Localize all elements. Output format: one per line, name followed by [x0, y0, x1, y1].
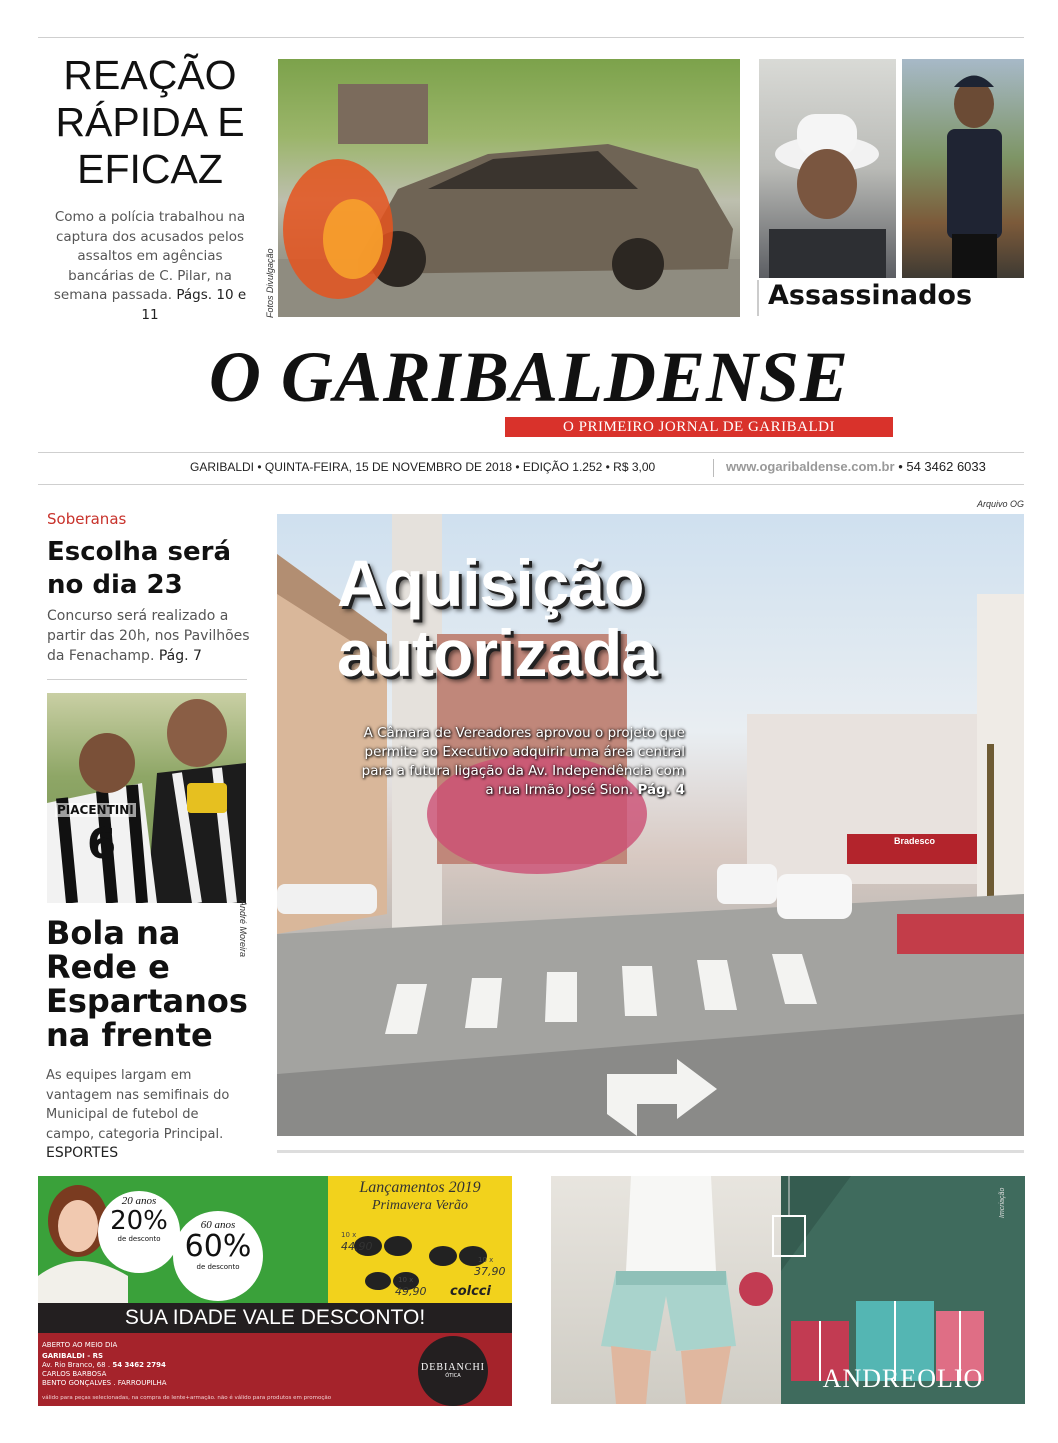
victim-photo-1-illustration — [759, 59, 896, 278]
badge-60-bottom: de desconto — [196, 1263, 240, 1271]
ads-divider — [277, 1150, 1024, 1153]
football-photo-credit-text: André Moreira — [238, 900, 248, 958]
ad-banner: SUA IDADE VALE DESCONTO! — [38, 1303, 512, 1333]
price1-small: 10 x — [341, 1231, 357, 1239]
victim-photo-2[interactable] — [902, 59, 1024, 278]
store-branch-1: CARLOS BARBOSA — [42, 1370, 107, 1378]
store-address: Av. Rio Branco, 68 — [42, 1361, 106, 1369]
story2-headline-line: na frente — [46, 1016, 213, 1054]
victim-photo-1[interactable] — [759, 59, 896, 278]
story2-summary: As equipes largam em vantagem nas semifinais do Municipal de futebol de campo, categoria Principal. — [46, 1068, 230, 1142]
main-summary-block — [355, 724, 685, 800]
store-logo-text: DEBIANCHI — [421, 1362, 485, 1373]
story2-headline-line: Rede e — [46, 948, 170, 986]
main-headline-line: Aquisição — [337, 546, 644, 620]
discount-badge-20 — [98, 1191, 180, 1273]
price3-small: 10 x — [398, 1276, 414, 1284]
victims-label-box — [757, 280, 1029, 316]
top-headline-line: EFICAZ — [77, 146, 223, 192]
top-headline[interactable] — [40, 52, 260, 193]
story1-page-ref[interactable]: Pág. 7 — [158, 648, 202, 664]
football-photo[interactable] — [47, 693, 246, 903]
main-headline-line: autorizada — [337, 616, 658, 690]
ad-fine-print: válido para peças selecionadas, na compra de lente+armação. não é válido para produtos em promoção — [42, 1395, 332, 1401]
ad-right-credit: Imcriação — [999, 1187, 1006, 1218]
main-photo-credit: Arquivo OG — [976, 499, 1024, 509]
andreolio-brand: ANDREOLIO — [822, 1364, 984, 1393]
promo-title: Lançamentos 2019 — [359, 1179, 481, 1196]
top-headline-line: REAÇÃO — [63, 52, 237, 98]
story2-summary-block — [46, 1066, 249, 1164]
ad-optica[interactable] — [38, 1176, 512, 1406]
edition-divider — [713, 459, 714, 477]
top-summary: Como a polícia trabalhou na captura dos acusados pelos assaltos em agências bancárias de C. Pilar, na semana passada. — [53, 209, 246, 303]
discount-badge-60 — [173, 1211, 263, 1301]
store-branch-2: BENTO GONÇALVES . FARROUPILHA — [42, 1379, 167, 1387]
main-page-ref[interactable]: Pág. 4 — [637, 782, 685, 798]
burned-car-illustration — [278, 59, 740, 317]
top-rule — [38, 37, 1024, 38]
story2-headline-line: Bola na — [46, 914, 181, 952]
football-illustration — [47, 693, 246, 903]
victims-label: Assassinados — [768, 280, 973, 311]
masthead-title[interactable]: O GARIBALDENSE — [208, 337, 850, 417]
victim-photo-2-illustration — [902, 59, 1024, 278]
price3: 49,90 — [395, 1285, 427, 1298]
store-logo-sub: ÓTICA — [445, 1373, 461, 1379]
store-phone: 54 3462 2794 — [112, 1361, 166, 1369]
brand-tag: colcci — [450, 1284, 491, 1299]
bank-sign: Bradesco — [894, 836, 936, 846]
ad-store-info: ABERTO AO MEIO DIA GARIBALDI - RS Av. Rio Branco, 68 . 54 3462 2794 CARLOS BARBOSA BENTO GONÇALVES . FARROUPILHA — [42, 1341, 167, 1387]
jersey-number: 6 — [87, 819, 117, 868]
burned-car-photo[interactable] — [278, 59, 740, 317]
price2-small: 10 x — [478, 1256, 494, 1264]
price2: 37,90 — [474, 1265, 506, 1278]
main-street-photo[interactable] — [277, 514, 1024, 1136]
badge-60-top: 60 anos — [200, 1219, 236, 1231]
store-logo[interactable] — [418, 1336, 488, 1406]
story1-summary: Concurso será realizado a partir das 20h, nos Pavilhões da Fenachamp. — [47, 608, 250, 664]
main-headline[interactable] — [337, 548, 757, 688]
store-city: GARIBALDI - RS — [42, 1352, 103, 1360]
edition-rule-top — [38, 452, 1024, 453]
badge-60-value: 60% — [184, 1229, 252, 1264]
badge-20-top: 20 anos — [121, 1195, 157, 1207]
badge-20-value: 20% — [110, 1206, 168, 1236]
top-headline-line: RÁPIDA E — [55, 99, 245, 145]
badge-20-bottom: de desconto — [117, 1235, 161, 1243]
edition-rule-bottom — [38, 484, 1024, 485]
top-summary-block — [48, 208, 252, 325]
edition-line: GARIBALDI • QUINTA-FEIRA, 15 DE NOVEMBRO DE 2018 • EDIÇÃO 1.252 • R$ 3,00 — [190, 460, 656, 474]
masthead-tagline: O PRIMEIRO JORNAL DE GARIBALDI — [505, 417, 893, 437]
main-summary: A Câmara de Vereadores aprovou o projeto que permite ao Executivo adquirir uma área central para a futura ligação da Av. Independência com a rua Irmão José Sion. — [361, 725, 685, 798]
phone-number: • 54 3462 6033 — [898, 459, 986, 474]
story1-headline[interactable]: Escolha será no dia 23 — [47, 537, 232, 600]
story1-kicker: Soberanas — [47, 510, 127, 528]
story2-section[interactable]: ESPORTES — [46, 1145, 119, 1161]
website-link[interactable]: www.ogaribaldense.com.br — [726, 459, 895, 474]
story1-summary-block — [47, 606, 252, 666]
ad-andreolio[interactable] — [551, 1176, 1025, 1404]
jersey-name: PIACENTINI — [57, 803, 134, 817]
store-hours: ABERTO AO MEIO DIA — [42, 1341, 118, 1349]
contact-line — [726, 457, 1026, 477]
promo-subtitle: Primavera Verão — [371, 1198, 469, 1213]
top-photo-credit: Fotos Divulgação — [265, 248, 275, 318]
top-page-ref[interactable]: Págs. 10 e 11 — [141, 287, 247, 323]
story2-headline[interactable] — [46, 916, 261, 1052]
left-divider — [47, 679, 247, 680]
price1: 44,90 — [341, 1240, 373, 1253]
story2-headline-line: Espartanos — [46, 982, 248, 1020]
